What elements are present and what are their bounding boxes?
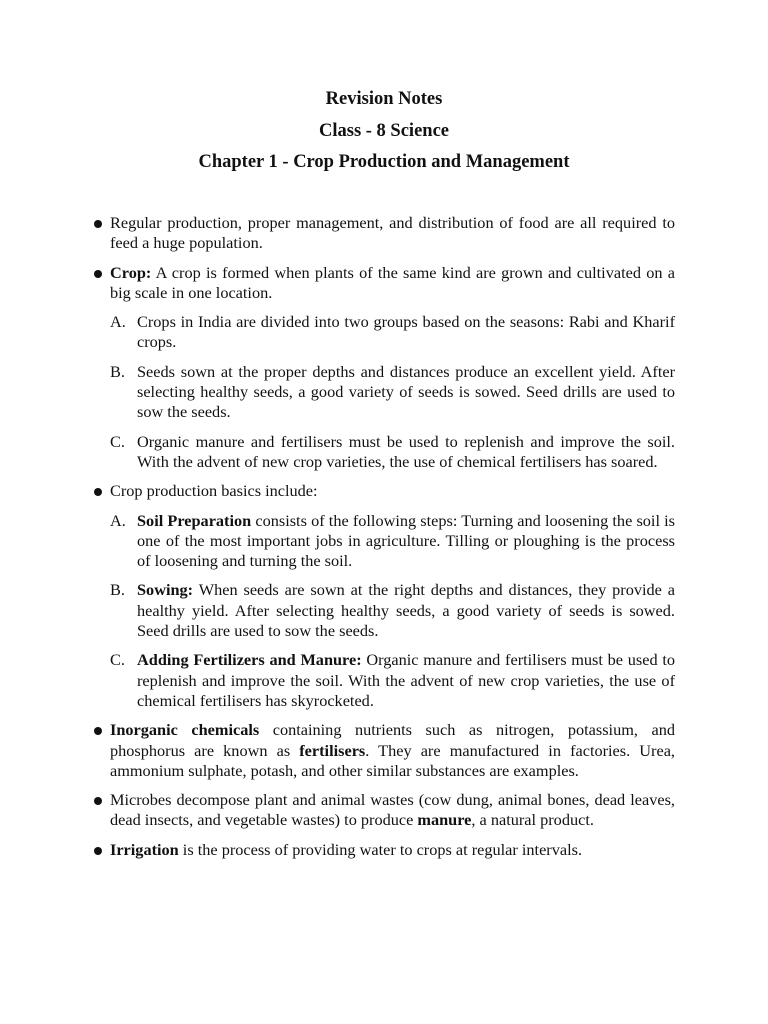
sub-letter: A. (110, 510, 126, 530)
term-manure: manure (417, 810, 472, 830)
bullet-icon (94, 797, 102, 805)
bullet-text: Crop production basics include: (110, 481, 318, 501)
term-irrigation: Irrigation (110, 839, 179, 859)
sub-letter: C. (110, 650, 125, 670)
sub-item-c (110, 650, 675, 711)
page-title: Revision Notes (325, 89, 443, 109)
bullet-list (88, 213, 675, 860)
inorganic-text-b: . They are manufactured in factories. Urea, ammonium sulphate, potash, and other similar substances are examples. (110, 740, 675, 780)
chapter-heading: Chapter 1 - Crop Production and Management (198, 152, 570, 172)
manure-text-b: , a natural product. (471, 810, 594, 830)
sub-letter: B. (110, 361, 125, 381)
sub-text (137, 511, 675, 572)
bullet-item-manure (88, 790, 675, 831)
sub-text: Crops in India are divided into two groups based on the seasons: Rabi and Kharif crops. (137, 312, 675, 352)
bullet-text (110, 720, 675, 781)
irrigation-text: is the process of providing water to crops at regular intervals. (178, 839, 583, 859)
class-subtitle: Class - 8 Science (319, 121, 449, 141)
bullet-item-inorganic (88, 720, 675, 781)
sub-text: Organic manure and fertilisers must be used to replenish and improve the soil. With the advent of new crop varieties, the use of chemical fertilisers has soared. (137, 431, 675, 471)
soil-preparation-text: consists of the following steps: Turning and loosening the soil is one of the most important jobs in agriculture. Tilling or ploughing is the process of loosening and turning the soil. (137, 510, 675, 571)
crop-definition: A crop is formed when plants of the same kind are grown and cultivated on a big scale in one location. (110, 262, 675, 302)
basics-sublist (110, 511, 675, 712)
sub-text (137, 580, 675, 641)
sub-letter: A. (110, 312, 126, 332)
sub-text (137, 650, 675, 711)
bullet-icon (94, 220, 102, 228)
sowing-text: When seeds are sown at the right depths and distances, they provide a healthy yield. After selecting healthy seeds, a good variety of seeds is sowed. Seed drills are used to sow the seeds. (137, 580, 675, 641)
term-sowing: Sowing: (137, 580, 194, 600)
bullet-icon (94, 270, 102, 278)
bullet-item-basics (88, 481, 675, 711)
bullet-icon (94, 847, 102, 855)
sub-letter: C. (110, 431, 125, 451)
bullet-item-crop (88, 263, 675, 473)
bullet-text (110, 840, 675, 860)
sub-item-a (110, 312, 675, 353)
inorganic-text-a: containing nutrients such as nitrogen, potassium, and phosphorus are known as (110, 720, 675, 760)
sub-item-c (110, 432, 675, 473)
term-adding-fertilizers: Adding Fertilizers and Manure: (137, 650, 362, 670)
manure-text-a: Microbes decompose plant and animal wastes (cow dung, animal bones, dead leaves, dead insects, and vegetable wastes) to produce (110, 790, 675, 830)
sub-item-b (110, 580, 675, 641)
sub-item-a (110, 511, 675, 572)
term-soil-preparation: Soil Preparation (137, 510, 252, 530)
bullet-text (110, 263, 675, 304)
term-crop: Crop: (110, 262, 152, 282)
sub-item-b (110, 362, 675, 423)
bullet-item-irrigation (88, 840, 675, 860)
bullet-icon (94, 727, 102, 735)
crop-sublist (110, 312, 675, 472)
adding-fertilizers-text: Organic manure and fertilisers must be used to replenish and improve the soil. With the advent of new crop varieties, the use of chemical fertilisers has skyrocketed. (137, 650, 675, 710)
bullet-text (110, 790, 675, 831)
bullet-text: Regular production, proper management, and distribution of food are all required to feed a huge population. (110, 213, 675, 253)
notes-content (88, 213, 675, 869)
term-fertilisers: fertilisers (299, 740, 366, 760)
bullet-item-food (88, 213, 675, 254)
bullet-icon (94, 488, 102, 496)
sub-letter: B. (110, 580, 125, 600)
term-inorganic-chemicals: Inorganic chemicals (110, 720, 260, 740)
sub-text: Seeds sown at the proper depths and distances produce an excellent yield. After selecting healthy seeds, a good variety of seeds is sowed. Seed drills are used to sow the seeds. (137, 361, 675, 422)
